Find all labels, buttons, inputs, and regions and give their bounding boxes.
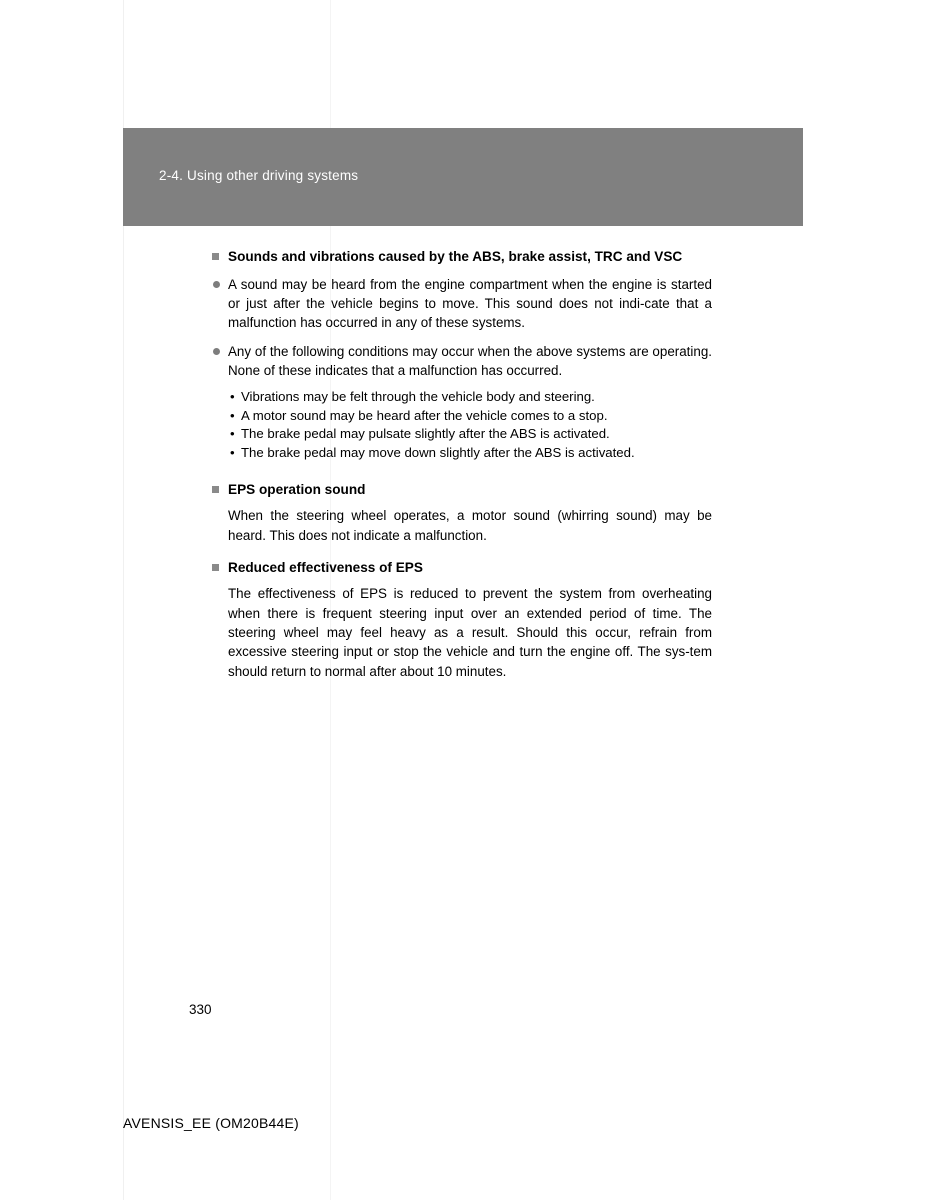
list-item [212, 388, 712, 407]
paragraph-eps-operation-sound: When the steering wheel operates, a motor sound (whirring sound) may be heard. This does not indicate a malfunction. [228, 508, 712, 543]
list-item-text: Vibrations may be felt through the vehicle body and steering. [241, 389, 595, 405]
square-bullet-icon [212, 564, 219, 571]
round-bullet-icon [213, 281, 220, 288]
square-bullet-icon [212, 486, 219, 493]
middot-bullet-icon: • [230, 426, 235, 442]
round-bullet-icon [213, 348, 220, 355]
heading-reduced-effectiveness-of-eps [212, 559, 712, 577]
middot-bullet-icon: • [230, 444, 235, 460]
middot-bullet-icon: • [230, 407, 235, 423]
paragraph-reduced-effectiveness-of-eps: The effectiveness of EPS is reduced to prevent the system from overheating when there is frequent steering input over an extended period of time. The steering wheel may feel heavy as a result. Should this occur, refrain from excessive steering input or stop the vehicle and turn the engine off. The sys-tem should return to normal after about 10 minutes. [228, 586, 712, 679]
heading-text: EPS operation sound [228, 482, 366, 498]
list-item [212, 425, 712, 444]
list-item [212, 444, 712, 463]
page-content [212, 248, 712, 681]
list-item-text: A motor sound may be heard after the vehicle comes to a stop. [241, 407, 608, 423]
list-item-text: The brake pedal may move down slightly after the ABS is activated. [241, 444, 635, 460]
list-item [212, 407, 712, 426]
bullet-text: A sound may be heard from the engine compartment when the engine is started or just after the vehicle begins to move. This sound does not indi-cate that a malfunction has occurred in any of these systems. [228, 277, 712, 331]
bullet-paragraph [212, 342, 712, 380]
section-breadcrumb: 2-4. Using other driving systems [159, 168, 359, 183]
middot-bullet-icon: • [230, 389, 235, 405]
square-bullet-icon [212, 253, 219, 260]
bullet-paragraph [212, 275, 712, 333]
page-number: 330 [189, 1002, 212, 1017]
bullet-text: Any of the following conditions may occur when the above systems are operating. None of these indicates that a malfunction has occurred. [228, 343, 712, 378]
footer-document-code: AVENSIS_EE (OM20B44E) [123, 1115, 299, 1131]
heading-text: Reduced effectiveness of EPS [228, 560, 423, 576]
heading-sounds-and-vibrations [212, 248, 712, 266]
section-header-band [123, 128, 803, 226]
sub-bullet-list [212, 388, 712, 462]
heading-text: Sounds and vibrations caused by the ABS, brake assist, TRC and VSC [228, 249, 683, 264]
list-item-text: The brake pedal may pulsate slightly after the ABS is activated. [241, 426, 610, 442]
heading-eps-operation-sound [212, 481, 712, 499]
